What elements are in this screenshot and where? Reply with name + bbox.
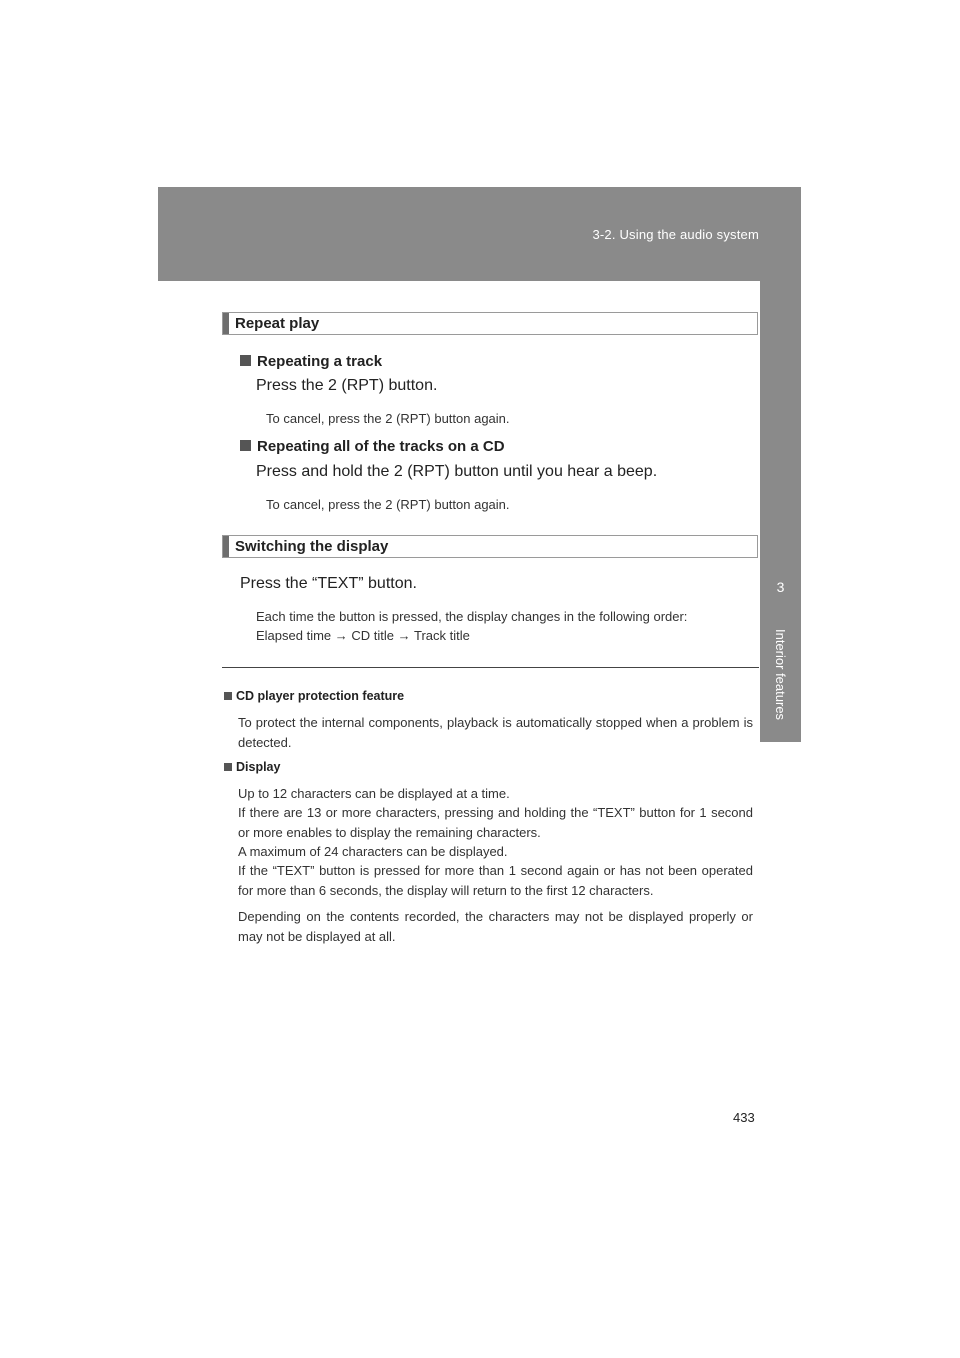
note-heading-text: CD player protection feature (236, 689, 405, 703)
header-bar (158, 187, 801, 281)
display-order-line2: Elapsed time → CD title → Track title (256, 628, 470, 643)
instruction-repeat-all: Press and hold the 2 (RPT) button until you hear a beep. (256, 463, 658, 480)
heading-marker (223, 536, 229, 557)
note-display-line1: Up to 12 characters can be displayed at a time. (238, 786, 510, 801)
cancel-note-track: To cancel, press the 2 (RPT) button again. (266, 411, 510, 426)
note-display-line3: A maximum of 24 characters can be displayed. (238, 844, 508, 859)
page-number: 433 (733, 1110, 755, 1125)
note-protection-text: To protect the internal components, playback is automatically stopped when a problem is detected. (238, 715, 753, 750)
subheading-repeat-all (240, 438, 505, 455)
cancel-note-all: To cancel, press the 2 (RPT) button again. (266, 497, 510, 512)
note-heading-protection (224, 689, 404, 703)
section-heading-repeat-play (222, 312, 758, 335)
subheading-repeat-track (240, 353, 382, 370)
chapter-number: 3 (776, 579, 785, 595)
section-title: Repeat play (235, 315, 320, 332)
square-bullet-icon (240, 355, 251, 366)
square-bullet-icon (224, 763, 232, 771)
square-bullet-icon (224, 692, 232, 700)
section-heading-switch-display (222, 535, 758, 558)
note-display-line2: If there are 13 or more characters, pressing and holding the “TEXT” button for 1 second or more enables to display the remaining characters. (238, 805, 753, 840)
instruction-repeat-track: Press the 2 (RPT) button. (256, 377, 438, 394)
heading-marker (223, 313, 229, 334)
note-display-line5: Depending on the contents recorded, the characters may not be displayed properly or may not be displayed at all. (238, 909, 753, 944)
side-tab-upper (760, 281, 801, 549)
chapter-side-tab (760, 549, 801, 742)
divider (222, 667, 759, 668)
note-heading-display (224, 760, 280, 774)
instruction-text-button: Press the “TEXT” button. (240, 575, 417, 592)
subheading-text: Repeating all of the tracks on a CD (257, 438, 505, 455)
chapter-label: Interior features (773, 629, 788, 721)
square-bullet-icon (240, 440, 251, 451)
note-heading-text: Display (236, 760, 281, 774)
note-display-line4: If the “TEXT” button is pressed for more than 1 second again or has not been operated for more than 6 seconds, the display will return to the first 12 characters. (238, 863, 753, 898)
section-title: Switching the display (235, 538, 389, 555)
display-order-line1: Each time the button is pressed, the display changes in the following order: (256, 609, 688, 624)
subheading-text: Repeating a track (257, 353, 383, 370)
section-breadcrumb: 3-2. Using the audio system (592, 227, 759, 242)
